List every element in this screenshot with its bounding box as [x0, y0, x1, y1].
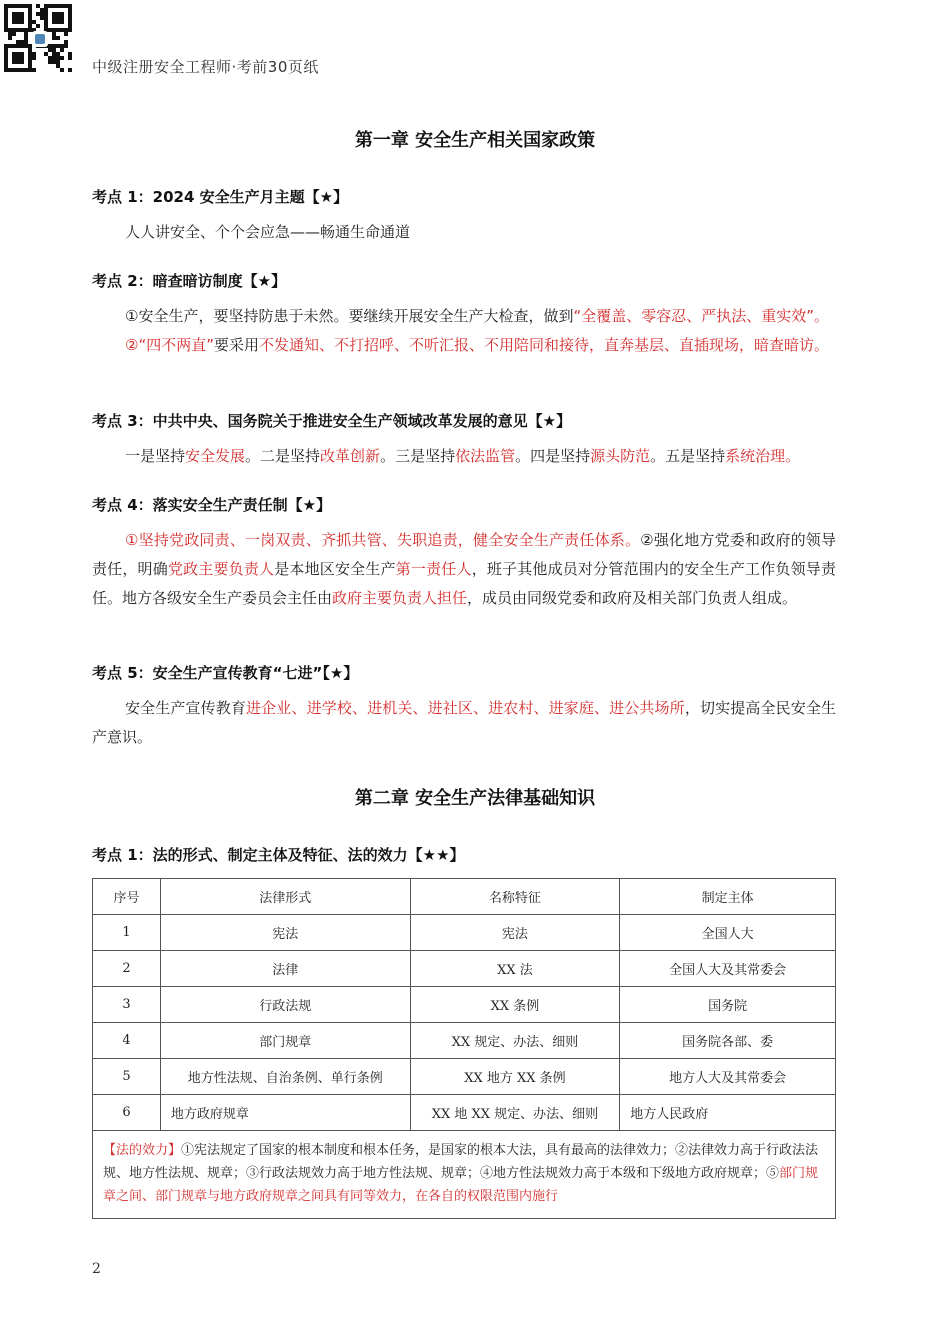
kp2-p1-text: ①安全生产，要坚持防患于未然。要继续开展安全生产大检查，做到 — [125, 307, 574, 325]
table-cell: 宪法 — [410, 915, 620, 951]
table-cell: 地方性法规、自治条例、单行条例 — [160, 1059, 410, 1095]
kp2-body — [92, 302, 836, 360]
page-number: 2 — [92, 1261, 101, 1277]
kp3-red: 系统治理。 — [725, 447, 801, 465]
table-cell: 1 — [93, 915, 161, 951]
kp5-body — [92, 694, 836, 752]
table-cell: 6 — [93, 1095, 161, 1131]
kp2-p1-red: “全覆盖、零容忍、严执法、重实效”。 — [573, 307, 829, 325]
table-row — [93, 951, 836, 987]
kp2-p2-term: ②“四不两直” — [125, 336, 214, 354]
kp3-text: 一是坚持 — [125, 447, 186, 465]
table-row — [93, 1023, 836, 1059]
table-cell: 法律 — [160, 951, 410, 987]
col-header: 法律形式 — [160, 879, 410, 915]
chapter1-title: 第一章 安全生产相关国家政策 — [354, 130, 596, 151]
table-cell: 国务院各部、委 — [620, 1023, 836, 1059]
table-cell: 国务院 — [620, 987, 836, 1023]
kp3-red: 源头防范 — [590, 447, 651, 465]
qr-center-logo — [32, 31, 48, 47]
kp4-text: 是本地区安全生产 — [274, 560, 396, 578]
table-cell: XX 法 — [410, 951, 620, 987]
table-cell: 行政法规 — [160, 987, 410, 1023]
chapter2-title: 第二章 安全生产法律基础知识 — [354, 788, 596, 809]
kp3-text: 。四是坚持 — [515, 447, 591, 465]
kp4-red: ①坚持党政同责、一岗双责、齐抓共管、失职追责，健全安全生产责任体系。 — [125, 531, 641, 549]
table-row — [93, 915, 836, 951]
kp2-heading: 考点 2：暗查暗访制度【★】 — [92, 272, 287, 290]
kp4-heading: 考点 4：落实安全生产责任制【★】 — [92, 496, 332, 514]
col-header: 制定主体 — [620, 879, 836, 915]
table-cell: 部门规章 — [160, 1023, 410, 1059]
law-forms-table — [92, 878, 836, 1219]
table-cell: 地方政府规章 — [160, 1095, 410, 1131]
kp4-text: ，成员由同级党委和政府及相关部门负责人组成。 — [467, 589, 798, 607]
table-cell: XX 规定、办法、细则 — [410, 1023, 620, 1059]
table-cell: 2 — [93, 951, 161, 987]
kp4-body — [92, 526, 836, 613]
kp1-body — [92, 218, 836, 247]
table-row — [93, 987, 836, 1023]
kp4-text: ，班子其他成员对分管范围内的安全生产工作负领导责任。地方各级安全生产委员会主任由 — [92, 560, 836, 607]
table-note-row — [93, 1131, 836, 1219]
table-header-row — [93, 879, 836, 915]
table-cell: XX 地 XX 规定、办法、细则 — [410, 1095, 620, 1131]
table-cell: 宪法 — [160, 915, 410, 951]
table-cell: 地方人大及其常委会 — [620, 1059, 836, 1095]
table-cell: XX 条例 — [410, 987, 620, 1023]
kp2-p2-text: 要采用 — [214, 336, 260, 354]
kp3-text: 。二是坚持 — [245, 447, 321, 465]
kp5-text: 安全生产宣传教育 — [125, 699, 247, 717]
table-cell: XX 地方 XX 条例 — [410, 1059, 620, 1095]
table-row — [93, 1095, 836, 1131]
table-cell: 全国人大及其常委会 — [620, 951, 836, 987]
kp3-body — [92, 442, 836, 471]
col-header: 名称特征 — [410, 879, 620, 915]
kp3-heading: 考点 3：中共中央、国务院关于推进安全生产领域改革发展的意见【★】 — [92, 412, 572, 430]
kp3-text: 。三是坚持 — [380, 447, 456, 465]
kp3-red: 安全发展 — [185, 447, 246, 465]
table-cell: 5 — [93, 1059, 161, 1095]
kp2-p2-red: 不发通知、不打招呼、不听汇报、不用陪同和接待，直奔基层、直插现场，暗查暗访。 — [259, 336, 830, 354]
table-cell: 全国人大 — [620, 915, 836, 951]
table-cell: 地方人民政府 — [620, 1095, 836, 1131]
kp1-theme: 人人讲安全、个个会应急——畅通生命通道 — [125, 223, 411, 241]
kp5-heading: 考点 5：安全生产宣传教育“七进”【★】 — [92, 664, 359, 682]
table-cell: 3 — [93, 987, 161, 1023]
col-header: 序号 — [93, 879, 161, 915]
kp3-red: 依法监管 — [455, 447, 516, 465]
kp4-red: 第一责任人 — [395, 560, 472, 578]
ch2-kp1-heading: 考点 1：法的形式、制定主体及特征、法的效力【★★】 — [92, 846, 465, 864]
table-cell: 4 — [93, 1023, 161, 1059]
note-text: ①宪法规定了国家的根本制度和根本任务，是国家的根本大法，具有最高的法律效力；②法律效力高于行政法法规、地方性法规、规章；③行政法规效力高于地方性法规、规章；④地方性法规效力高于本级和下级地方政府规章；⑤ — [103, 1143, 819, 1181]
kp3-text: 。五是坚持 — [650, 447, 726, 465]
note-label: 【法的效力】 — [103, 1143, 182, 1158]
kp3-red: 改革创新 — [320, 447, 381, 465]
table-row — [93, 1059, 836, 1095]
kp5-red: 进企业、进学校、进机关、进社区、进农村、进家庭、进公共场所 — [246, 699, 685, 717]
law-effect-note — [93, 1131, 836, 1219]
note-red-text: 部门规章之间、部门规章与地方政府规章之间具有同等效力，在各自的权限范围内施行 — [103, 1166, 819, 1204]
header-title: 中级注册安全工程师·考前30页纸 — [92, 58, 319, 76]
kp1-heading: 考点 1：2024 安全生产月主题【★】 — [92, 188, 349, 206]
kp4-red: 党政主要负责人 — [167, 560, 275, 578]
kp4-text: ②强化地方党委和政府的领导责任，明确 — [92, 531, 836, 578]
kp5-text: ，切实提高全民安全生产意识。 — [92, 699, 836, 746]
kp4-red: 政府主要负责人担任 — [332, 589, 468, 607]
